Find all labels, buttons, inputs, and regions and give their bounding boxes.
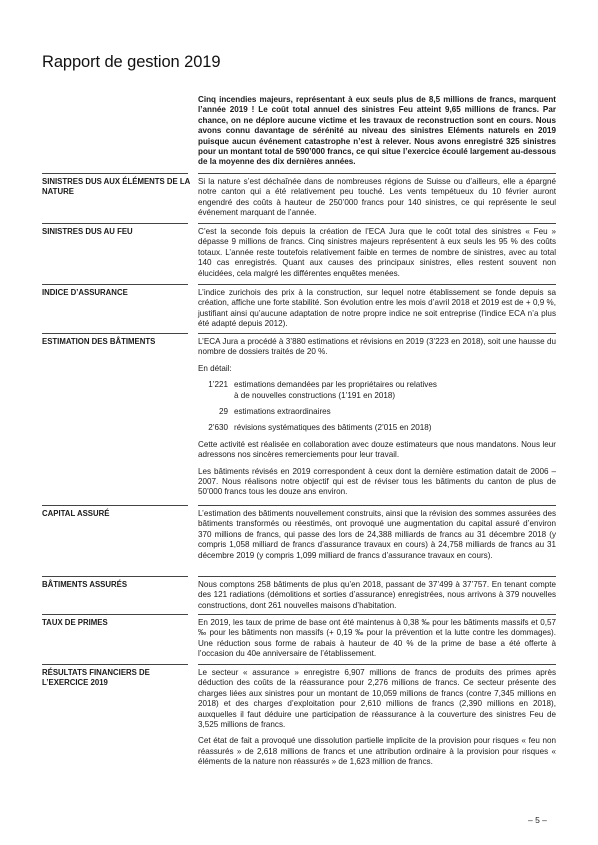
paragraph: L’ECA Jura a procédé à 3’880 estimations et révisions en 2019 (3’223 en 2018), soit une hausse du nombre de dossiers traités de 20 %. bbox=[198, 337, 556, 357]
section-heading: ESTIMATION DES BÂTIMENTS bbox=[42, 337, 156, 346]
detail-line: estimations demandées par les propriétaires ou relatives bbox=[234, 380, 437, 390]
section-body bbox=[198, 618, 556, 666]
section-rule bbox=[42, 614, 188, 615]
paragraph: L’estimation des bâtiments nouvellement construits, ainsi que la révision des sommes assurées des bâtiments transformés ou réestimés, ont provoqué une augmentation du capital assuré d’environ 370 millions de francs, qui passe des lors de 24,388 milliards de francs au 31 décembre 2018 (y compris 1,058 milliard de francs d’assurance travaux en cours) à 24,758 milliards de francs au 31 décembre 2019 (y compris 1,099 milliard de francs d’assurance travaux en cours). bbox=[198, 509, 556, 560]
section-heading: CAPITAL ASSURÉ bbox=[42, 509, 110, 518]
detail-line: estimations extraordinaires bbox=[234, 407, 331, 417]
detail-text bbox=[234, 423, 556, 433]
paragraph: Le secteur « assurance » enregistre 6,907 millions de francs de produits des primes après déduction des coûts de la réassurance pour 2,276 millions de francs. Ce secteur présente des charges liées aux sinistres pour un montant de 10,059 millions de francs (contre 7,345 millions en 2018) et des charges d’exploitation pour 2,610 millions de francs (2,390 millions en 2018), auxquelles il faut déduire une participation de réassurance à la couverture des sinistres Feu de 3,525 millions de francs. bbox=[198, 668, 556, 730]
section-heading: SINISTRES DUS AUX ÉLÉMENTS DE LA NATURE bbox=[42, 177, 191, 197]
section-rule bbox=[42, 223, 188, 224]
page-number: – 5 – bbox=[528, 815, 547, 825]
section-heading: TAUX DE PRIMES bbox=[42, 618, 108, 627]
section-rule bbox=[42, 505, 188, 506]
paragraph: En détail: bbox=[198, 363, 232, 373]
section-rule bbox=[198, 614, 556, 615]
paragraph: Cette activité est réalisée en collaboration avec douze estimateurs que nous mandatons. Nous leur adressons nos sincères remerciements pour leur travail. bbox=[198, 439, 556, 460]
detail-item bbox=[198, 380, 556, 401]
section-rule bbox=[42, 576, 188, 577]
section-rule bbox=[42, 333, 188, 334]
section-rule bbox=[198, 576, 556, 577]
section-rule bbox=[198, 223, 556, 224]
section-rule bbox=[42, 284, 188, 285]
section-rule bbox=[198, 173, 556, 174]
detail-number: 29 bbox=[218, 407, 228, 417]
section-rule bbox=[198, 284, 556, 285]
detail-line: à de nouvelles constructions (1’191 en 2018) bbox=[234, 390, 396, 400]
section-body bbox=[198, 668, 556, 774]
detail-item bbox=[198, 407, 556, 417]
detail-text bbox=[234, 380, 556, 401]
section-heading: SINISTRES DUS AU FEU bbox=[42, 227, 133, 236]
section-body bbox=[198, 337, 556, 504]
section-rule bbox=[198, 664, 556, 665]
section-body bbox=[198, 288, 556, 336]
section-rule bbox=[42, 173, 188, 174]
paragraph: C’est la seconde fois depuis la création de l’ECA Jura que le coût total des sinistres « Feu » dépasse 9 millions de francs. Cinq sinistres majeurs représentent à eux seuls les 95 % des coûts totaux. L’année reste toutefois relativement faible en termes de nombre de sinistres, avec au total 140 cas enregistrés. Quant aux causes des principaux sinistres, elles restent souvent non élucidées, cela malgré les différentes enquêtes menées. bbox=[198, 227, 556, 278]
paragraph: Si la nature s’est déchaînée dans de nombreuses régions de Suisse ou d’ailleurs, elle a épargné notre canton qui a été relativement peu touché. Les vents tempétueux du 10 février auront engendré des coûts à hauteur de 250’000 francs pour 140 sinistres, ce qui représente le seul événement marquant de l’année. bbox=[198, 177, 556, 218]
section-body bbox=[198, 177, 556, 225]
detail-number: 2’630 bbox=[208, 423, 228, 433]
page-title: Rapport de gestion 2019 bbox=[42, 53, 221, 71]
detail-line: révisions systématiques des bâtiments (2’015 en 2018) bbox=[234, 423, 432, 433]
section-rule bbox=[42, 664, 188, 665]
section-body bbox=[198, 580, 556, 617]
intro-paragraph: Cinq incendies majeurs, représentant à eux seuls plus de 8,5 millions de francs, marquent l’année 2019 ! Le coût total annuel des sinistres Feu atteint 9,65 millions de francs. Par chance, on ne déplore aucune victime et les travaux de reconstruction sont en cours. Nous avons connu davantage de sérénité au niveau des sinistres Eléments naturels en 2019 puisque aucun événement catastrophe n’est à relever. Nous avons enregistré 325 sinistres pour un montant total de 590’000 francs, ce qui situe l’exercice écoulé largement au-dessous de la moyenne des dix dernières années. bbox=[198, 95, 556, 167]
section-heading: BÂTIMENTS ASSURÉS bbox=[42, 580, 128, 589]
paragraph: Nous comptons 258 bâtiments de plus qu’en 2018, passant de 37’499 à 37’757. En tenant compte des 121 radiations (démolitions et sorties d’assurance) enregistrées, nous arrivons à 379 nouvelles constructions, dont 261 nouvelles maisons d’habitation. bbox=[198, 580, 556, 610]
detail-item bbox=[198, 423, 556, 433]
paragraph: L’indice zurichois des prix à la construction, sur lequel notre établissement se fonde depuis sa création, affiche une forte stabilité. Son évolution entre les mois d’avril 2018 et 2019 est de + 0,9 %, justifiant ainsi qu’aucune adaptation de notre propre indice ne soit entreprise (l’indice ECA n’a plus été adapté depuis 2012). bbox=[198, 288, 556, 329]
paragraph: En 2019, les taux de prime de base ont été maintenus à 0,38 ‰ pour les bâtiments massifs et 0,57 ‰ pour les bâtiments non massifs (+ 0,19 ‰ pour la prévention et la lutte contre les dommages). Une réduction sous forme de rabais à hauteur de 40 % de la prime de base a été offerte à l’occasion du 40e anniversaire de l’établissement. bbox=[198, 618, 556, 659]
detail-number: 1’221 bbox=[208, 380, 228, 390]
section-rule bbox=[198, 505, 556, 506]
section-heading: INDICE D’ASSURANCE bbox=[42, 288, 128, 297]
paragraph: Les bâtiments révisés en 2019 correspondent à ceux dont la dernière estimation datait de 2006 – 2007. Nous réalisons notre objectif qui est de réviser tous les bâtiments du canton de plus de 50’000 francs tous les douze ans environ. bbox=[198, 466, 556, 497]
section-rule bbox=[198, 333, 556, 334]
paragraph: Cet état de fait a provoqué une dissolution partielle implicite de la provision pour risques « feu non réassurés » de 2,618 millions de francs et une attribution ordinaire à la provision pour risques « éléments de la nature non réassurés » de 1,623 million de francs. bbox=[198, 736, 556, 767]
section-heading: RÉSULTATS FINANCIERS DE L’EXERCICE 2019 bbox=[42, 668, 150, 688]
detail-text bbox=[234, 407, 556, 417]
section-body bbox=[198, 227, 556, 285]
section-body bbox=[198, 509, 556, 567]
